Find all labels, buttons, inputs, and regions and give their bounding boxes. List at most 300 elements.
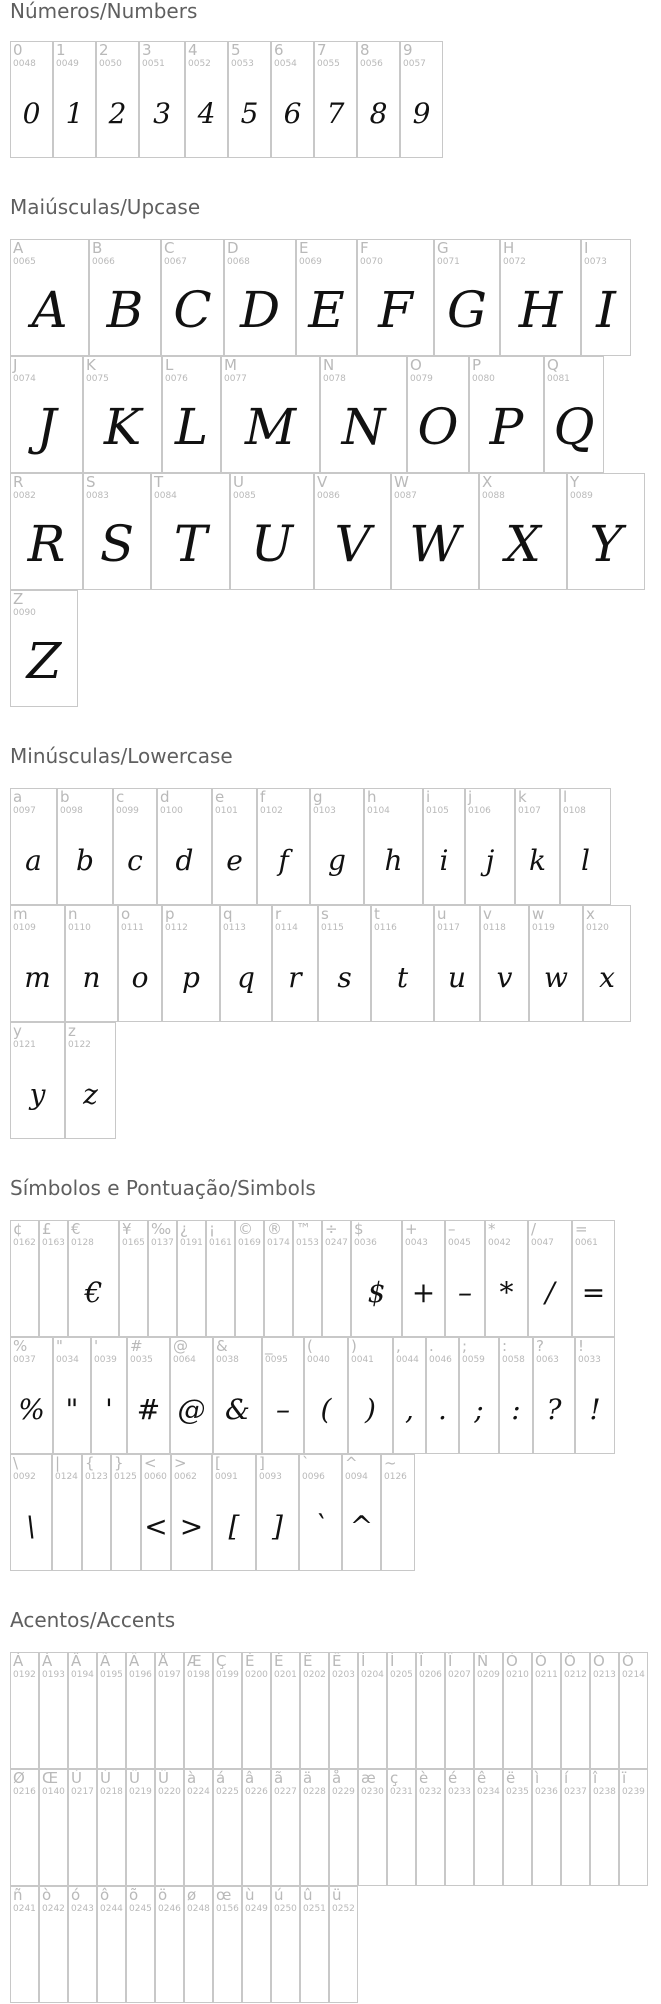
glyph-cell [96,41,139,158]
glyph-label: œ [216,1886,232,1904]
glyph-code: 0038 [216,1355,239,1365]
glyph-sample: , [405,1393,414,1426]
glyph-label: ñ [13,1886,23,1904]
glyph-code: 0122 [68,1040,91,1050]
glyph-code: 0069 [299,257,322,267]
glyph-label: ò [42,1886,52,1904]
glyph-label: – [448,1220,456,1238]
glyph-cell [224,239,296,356]
glyph-code: 0216 [13,1787,36,1797]
glyph-cell [148,1220,177,1337]
glyph-code: 0249 [245,1904,268,1914]
glyph-sample: N [341,398,386,456]
glyph-sample: B [106,281,144,339]
glyph-code: 0239 [622,1787,645,1797]
glyph-cell [474,1652,503,1769]
glyph-label: Ñ [477,1652,489,1670]
glyph-sample: I [596,281,616,339]
glyph-cell [459,1337,499,1454]
glyph-label: p [165,905,175,923]
glyph-label: y [13,1022,22,1040]
glyph-cell [52,1454,82,1571]
glyph-sample: 2 [108,97,127,130]
glyph-code: 0198 [187,1670,210,1680]
section-title-lowercase: Minúsculas/Lowercase [10,744,233,768]
glyph-code: 0045 [448,1238,471,1248]
section-title-upcase: Maiúsculas/Upcase [10,195,201,219]
glyph-label: Ô [564,1652,576,1670]
glyph-code: 0243 [71,1904,94,1914]
glyph-cell [310,788,364,905]
glyph-code: 0072 [503,257,526,267]
glyph-label: > [174,1454,187,1472]
glyph-code: 0084 [154,491,177,501]
glyph-cell [300,1769,329,1886]
glyph-cell [533,1337,575,1454]
glyph-label: A [13,239,24,257]
glyph-code: 0053 [231,59,254,69]
glyph-cell [170,1337,213,1454]
glyph-label: r [275,905,282,923]
glyph-code: 0049 [56,59,79,69]
glyph-cell [480,905,529,1022]
glyph-cell [65,905,118,1022]
glyph-code: 0242 [42,1904,65,1914]
glyph-cell [39,1886,68,2003]
glyph-label: ¢ [13,1220,23,1238]
glyph-sample: 9 [412,97,431,130]
glyph-cell [357,41,400,158]
glyph-label: Ë [332,1652,342,1670]
glyph-code: 0162 [13,1238,36,1248]
glyph-code: 0101 [215,806,238,816]
section-title-symbols: Símbolos e Pontuação/Simbols [10,1176,316,1200]
glyph-code: 0192 [13,1670,36,1680]
glyph-code: 0218 [100,1787,123,1797]
glyph-label: ù [245,1886,255,1904]
glyph-code: 0058 [502,1355,525,1365]
glyph-cell [499,1337,533,1454]
glyph-label: P [472,356,482,374]
glyph-label: ^ [345,1454,358,1472]
glyph-sample: R [27,515,66,573]
glyph-label: à [187,1769,197,1787]
glyph-label: . [429,1337,434,1355]
glyph-label: Œ [42,1769,59,1787]
glyph-code: 0059 [462,1355,485,1365]
glyph-sample: 7 [326,97,345,130]
glyph-label: Ï [448,1652,453,1670]
glyph-label: æ [361,1769,376,1787]
glyph-cell [465,788,515,905]
glyph-cell [113,788,157,905]
glyph-label: 0 [13,41,23,59]
glyph-sample: – [276,1393,290,1426]
glyph-cell [82,1454,111,1571]
glyph-sample: o [131,961,149,994]
glyph-label: ™ [296,1220,311,1238]
glyph-label: ¥ [122,1220,132,1238]
glyph-label: ì [535,1769,540,1787]
glyph-cell [381,1454,415,1571]
glyph-label: Ø [13,1769,25,1787]
glyph-code: 0043 [405,1238,428,1248]
glyph-code: 0073 [584,257,607,267]
glyph-code: 0116 [374,923,397,933]
glyph-code: 0075 [86,374,109,384]
glyph-code: 0041 [351,1355,374,1365]
glyph-sample: X [505,515,541,573]
glyph-label: õ [129,1886,139,1904]
glyph-code: 0214 [622,1670,645,1680]
glyph-sample: . [438,1393,447,1426]
glyph-label: C [164,239,175,257]
glyph-code: 0108 [563,806,586,816]
glyph-label: Ò [506,1652,518,1670]
glyph-label: å [332,1769,342,1787]
glyph-label: = [575,1220,588,1238]
glyph-cell [53,41,96,158]
glyph-cell [296,239,357,356]
glyph-sample: W [409,515,461,573]
glyph-code: 0067 [164,257,187,267]
glyph-cell [314,473,391,590]
glyph-cell [57,788,113,905]
glyph-code: 0232 [419,1787,442,1797]
glyph-cell [485,1220,528,1337]
glyph-code: 0247 [325,1238,348,1248]
glyph-code: 0114 [275,923,298,933]
glyph-cell [272,905,318,1022]
glyph-code: 0120 [586,923,609,933]
glyph-cell [10,1769,39,1886]
glyph-sample: a [25,844,42,877]
glyph-cell [68,1652,97,1769]
glyph-sample: ! [589,1393,601,1426]
glyph-cell [213,1886,242,2003]
glyph-label: ` [302,1454,310,1472]
glyph-cell [572,1220,615,1337]
glyph-label: ® [267,1220,282,1238]
glyph-cell [68,1769,97,1886]
glyph-cell [10,590,78,707]
glyph-cell [532,1652,561,1769]
glyph-code: 0227 [274,1787,297,1797]
glyph-label: Ã [100,1652,111,1670]
glyph-cell [387,1652,416,1769]
glyph-cell [342,1454,381,1571]
glyph-code: 0039 [94,1355,117,1365]
glyph-sample: 6 [283,97,302,130]
glyph-code: 0088 [482,491,505,501]
glyph-label: : [502,1337,508,1355]
glyph-sample: F [378,281,413,339]
glyph-code: 0226 [245,1787,268,1797]
glyph-cell [118,905,162,1022]
glyph-cell [83,473,151,590]
glyph-code: 0064 [173,1355,196,1365]
glyph-code: 0252 [332,1904,355,1914]
glyph-cell [10,239,89,356]
glyph-code: 0090 [13,608,36,618]
glyph-label: # [130,1337,143,1355]
glyph-sample: P [489,398,524,456]
glyph-label: T [154,473,164,491]
glyph-cell [364,788,423,905]
glyph-cell [119,1220,148,1337]
glyph-label: * [488,1220,496,1238]
glyph-label: M [224,356,237,374]
glyph-label: ë [506,1769,516,1787]
glyph-code: 0224 [187,1787,210,1797]
glyph-cell [220,905,272,1022]
glyph-cell [329,1652,358,1769]
glyph-label: g [313,788,323,806]
glyph-label: G [437,239,449,257]
glyph-sample: z [83,1078,98,1111]
glyph-cell [151,473,230,590]
glyph-sample: s [337,961,352,994]
glyph-code: 0057 [403,59,426,69]
glyph-code: 0079 [410,374,433,384]
glyph-label: , [396,1337,401,1355]
glyph-code: 0206 [419,1670,442,1680]
glyph-code: 0124 [55,1472,78,1482]
glyph-cell [434,239,500,356]
glyph-cell [299,1454,342,1571]
glyph-cell [228,41,271,158]
glyph-cell [257,788,310,905]
glyph-cell [235,1220,264,1337]
glyph-code: 0115 [321,923,344,933]
glyph-label: 6 [274,41,284,59]
glyph-cell [139,41,185,158]
glyph-code: 0230 [361,1787,384,1797]
glyph-sample: L [174,398,209,456]
glyph-code: 0153 [296,1238,319,1248]
glyph-label: € [71,1220,81,1238]
glyph-label: O [410,356,422,374]
glyph-cell [83,356,162,473]
glyph-sample: C [173,281,212,339]
glyph-sample: > [179,1510,204,1543]
glyph-code: 0109 [13,923,36,933]
glyph-code: 0112 [165,923,188,933]
glyph-cell [590,1652,619,1769]
glyph-code: 0063 [536,1355,559,1365]
glyph-label: L [165,356,174,374]
glyph-cell [619,1769,648,1886]
glyph-cell [184,1652,213,1769]
glyph-label: & [216,1337,228,1355]
glyph-label: À [13,1652,24,1670]
glyph-code: 0033 [578,1355,601,1365]
glyph-label: ? [536,1337,544,1355]
glyph-code: 0044 [396,1355,419,1365]
glyph-code: 0207 [448,1670,471,1680]
glyph-cell [529,905,583,1022]
glyph-code: 0193 [42,1670,65,1680]
glyph-sample: @ [177,1393,206,1426]
glyph-cell [162,905,220,1022]
glyph-sample: d [175,844,194,877]
glyph-cell [561,1652,590,1769]
glyph-sample: q [237,961,255,994]
glyph-cell [184,1769,213,1886]
glyph-label: 3 [142,41,152,59]
glyph-label: X [482,473,493,491]
glyph-cell [10,41,53,158]
glyph-label: I [584,239,589,257]
glyph-cell [469,356,544,473]
glyph-label: % [13,1337,28,1355]
glyph-code: 0046 [429,1355,452,1365]
glyph-code: 0220 [158,1787,181,1797]
glyph-code: 0107 [518,806,541,816]
glyph-sample: g [328,844,346,877]
glyph-label: Æ [187,1652,202,1670]
glyph-label: ø [187,1886,197,1904]
glyph-sample: & [225,1393,250,1426]
glyph-sample: ^ [349,1510,374,1543]
glyph-cell [155,1652,184,1769]
glyph-sample: b [76,844,94,877]
glyph-sample: Y [589,515,623,573]
glyph-sample: % [18,1393,45,1426]
glyph-label: o [121,905,131,923]
glyph-code: 0245 [129,1904,152,1914]
glyph-cell [126,1886,155,2003]
glyph-cell [10,1652,39,1769]
glyph-label: Ä [129,1652,140,1670]
glyph-cell [300,1652,329,1769]
glyph-code: 0096 [302,1472,325,1482]
glyph-label: £ [42,1220,52,1238]
glyph-label: Ü [158,1769,169,1787]
glyph-cell [256,1454,299,1571]
glyph-label: ï [622,1769,627,1787]
glyph-cell [212,788,257,905]
glyph-cell [271,1652,300,1769]
glyph-code: 0195 [100,1670,123,1680]
glyph-sample: p [182,961,200,994]
glyph-cell [322,1220,351,1337]
glyph-code: 0137 [151,1238,174,1248]
glyph-cell [544,356,604,473]
glyph-cell [184,1886,213,2003]
glyph-sample: H [518,281,563,339]
glyph-label: È [245,1652,255,1670]
glyph-cell [185,41,228,158]
glyph-code: 0080 [472,374,495,384]
glyph-cell [126,1652,155,1769]
glyph-code: 0196 [129,1670,152,1680]
glyph-label: _ [265,1337,273,1355]
glyph-code: 0083 [86,491,109,501]
glyph-label: b [60,788,70,806]
glyph-cell [561,1769,590,1886]
glyph-code: 0194 [71,1670,94,1680]
glyph-code: 0201 [274,1670,297,1680]
glyph-label: © [238,1220,253,1238]
glyph-label: ü [332,1886,342,1904]
glyph-label: Q [547,356,559,374]
glyph-cell [358,1769,387,1886]
glyph-sample: n [82,961,101,994]
glyph-cell [358,1652,387,1769]
glyph-sample: c [127,844,143,877]
glyph-cell [314,41,357,158]
section-title-accents: Acentos/Accents [10,1608,176,1632]
glyph-code: 0225 [216,1787,239,1797]
glyph-code: 0113 [223,923,246,933]
glyph-cell [400,41,443,158]
glyph-cell [271,41,314,158]
glyph-cell [619,1652,648,1769]
glyph-label: ó [71,1886,81,1904]
glyph-code: 0035 [130,1355,153,1365]
glyph-code: 0099 [116,806,139,816]
glyph-code: 0092 [13,1472,36,1482]
glyph-cell [500,239,581,356]
glyph-label: Ö [622,1652,634,1670]
glyph-cell [348,1337,393,1454]
glyph-sample: u [447,961,467,994]
glyph-code: 0117 [437,923,460,933]
glyph-cell [329,1886,358,2003]
glyph-label: ÷ [325,1220,338,1238]
glyph-code: 0244 [100,1904,123,1914]
glyph-code: 0118 [483,923,506,933]
glyph-sample: Q [553,398,595,456]
glyph-cell [213,1652,242,1769]
glyph-label: ' [94,1337,99,1355]
glyph-code: 0248 [187,1904,210,1914]
glyph-cell [10,1886,39,2003]
glyph-cell [445,1220,485,1337]
glyph-label: t [374,905,380,923]
glyph-cell [590,1769,619,1886]
glyph-sample: j [485,844,495,877]
glyph-label: j [468,788,473,806]
glyph-code: 0087 [394,491,417,501]
glyph-cell [127,1337,170,1454]
glyph-label: û [303,1886,313,1904]
glyph-cell [445,1652,474,1769]
glyph-code: 0051 [142,59,165,69]
glyph-label: Õ [593,1652,605,1670]
glyph-label: u [437,905,447,923]
glyph-label: R [13,473,24,491]
glyph-sample: e [226,844,243,877]
glyph-code: 0231 [390,1787,413,1797]
glyph-label: ] [259,1454,265,1472]
glyph-code: 0048 [13,59,36,69]
glyph-sample: f [278,844,289,877]
glyph-sample: $ [367,1276,386,1309]
glyph-code: 0191 [180,1238,203,1248]
glyph-sample: 8 [369,97,388,130]
glyph-label: Î [419,1652,424,1670]
glyph-label: â [245,1769,255,1787]
glyph-label: { [85,1454,95,1472]
glyph-label: v [483,905,492,923]
glyph-code: 0209 [477,1670,500,1680]
glyph-sample: 3 [153,97,171,130]
glyph-cell [65,1022,116,1139]
glyph-cell [230,473,314,590]
glyph-sample: 1 [65,97,84,130]
